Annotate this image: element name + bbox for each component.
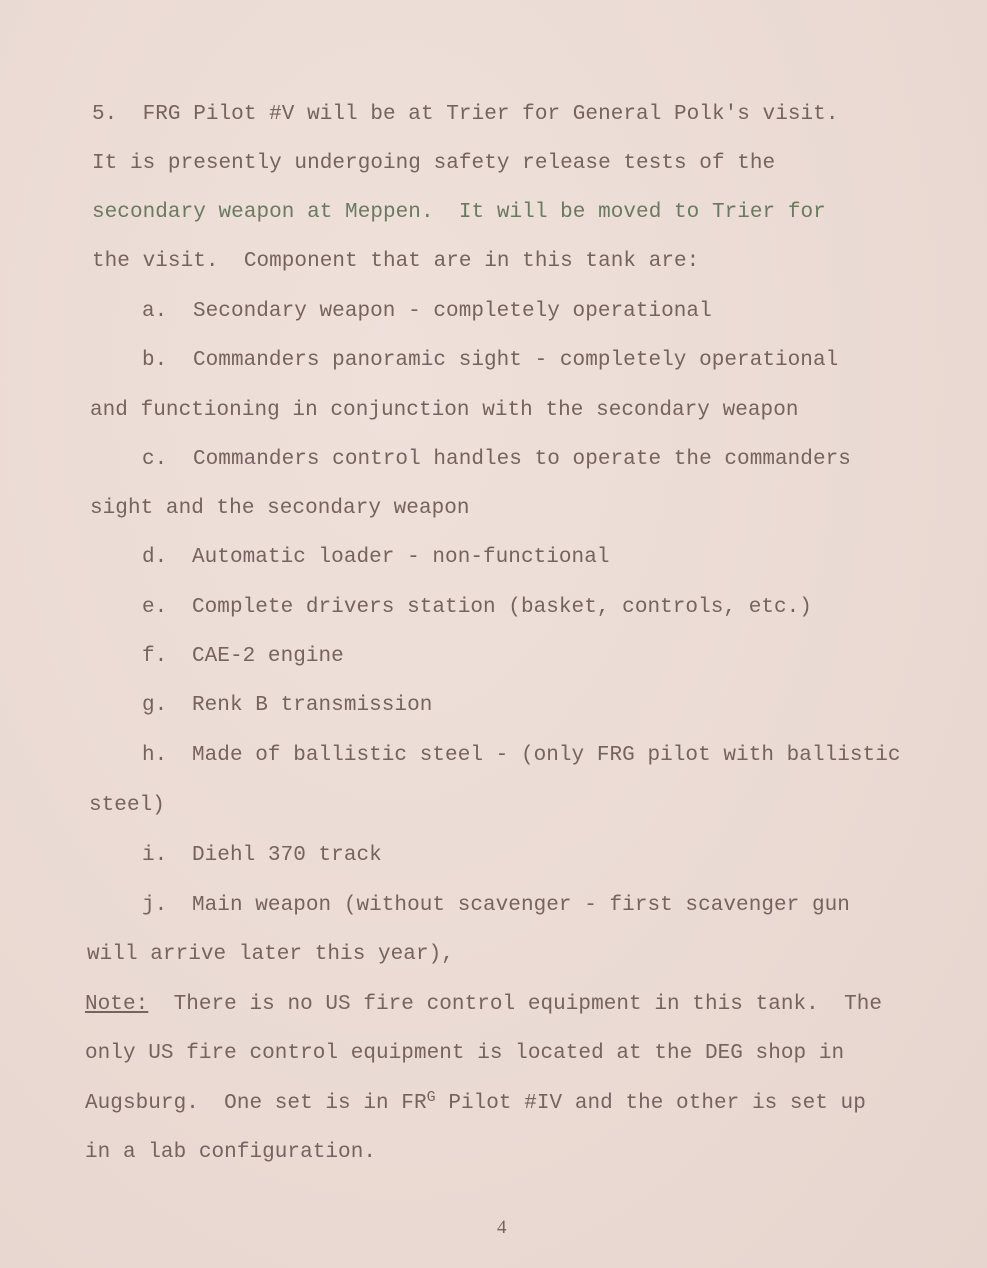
- note-line-1: [85, 993, 882, 1017]
- note-line-2: only US fire control equipment is located at the DEG shop in: [85, 1042, 845, 1065]
- note-text-3a: Augsburg. One set is in FR: [85, 1092, 427, 1115]
- item-f-label: f.: [142, 645, 168, 668]
- note-label: Note:: [85, 993, 149, 1016]
- para5-line-2: It is presently undergoing safety release tests of the: [92, 152, 776, 175]
- para5-line-4: the visit. Component that are in this tank are:: [92, 250, 700, 273]
- item-d-label: d.: [142, 546, 168, 569]
- note-text-1: There is no US fire control equipment in this tank. The: [148, 993, 883, 1016]
- item-b-label: b.: [142, 349, 168, 372]
- item-c-text-2: sight and the secondary weapon: [90, 497, 470, 520]
- item-h-text: Made of ballistic steel - (only FRG pilot with ballistic: [192, 744, 901, 767]
- note-line-3: [85, 1089, 866, 1117]
- item-a-label: a.: [142, 300, 168, 323]
- item-j-text: Main weapon (without scavenger - first scavenger gun: [192, 894, 850, 917]
- note-line-4: in a lab configuration.: [85, 1141, 376, 1164]
- item-c-text: Commanders control handles to operate the commanders: [193, 448, 851, 471]
- para5-line-3: secondary weapon at Meppen. It will be moved to Trier for: [92, 201, 826, 224]
- item-h-label: h.: [142, 744, 168, 767]
- item-g-text: Renk B transmission: [192, 694, 433, 717]
- note-superscript: G: [426, 1089, 436, 1106]
- item-h-text-2: steel): [89, 794, 165, 817]
- item-d-text: Automatic loader - non-functional: [192, 546, 610, 569]
- page-number: 4: [497, 1217, 507, 1238]
- item-b-text-2: and functioning in conjunction with the secondary weapon: [90, 399, 799, 422]
- item-f-text: CAE-2 engine: [192, 645, 344, 668]
- item-e-label: e.: [142, 596, 168, 619]
- item-e-text: Complete drivers station (basket, controls, etc.): [192, 596, 812, 619]
- item-j-text-2: will arrive later this year),: [87, 943, 454, 966]
- item-c-label: c.: [142, 448, 168, 471]
- item-i-text: Diehl 370 track: [192, 844, 382, 867]
- para5-line-1: 5. FRG Pilot #V will be at Trier for General Polk's visit.: [92, 103, 839, 126]
- item-j-label: j.: [142, 894, 168, 917]
- item-g-label: g.: [142, 694, 168, 717]
- item-i-label: i.: [142, 844, 168, 867]
- note-text-3b: Pilot #IV and the other is set up: [435, 1092, 866, 1115]
- item-a-text: Secondary weapon - completely operational: [193, 300, 712, 323]
- item-b-text: Commanders panoramic sight - completely operational: [193, 349, 839, 372]
